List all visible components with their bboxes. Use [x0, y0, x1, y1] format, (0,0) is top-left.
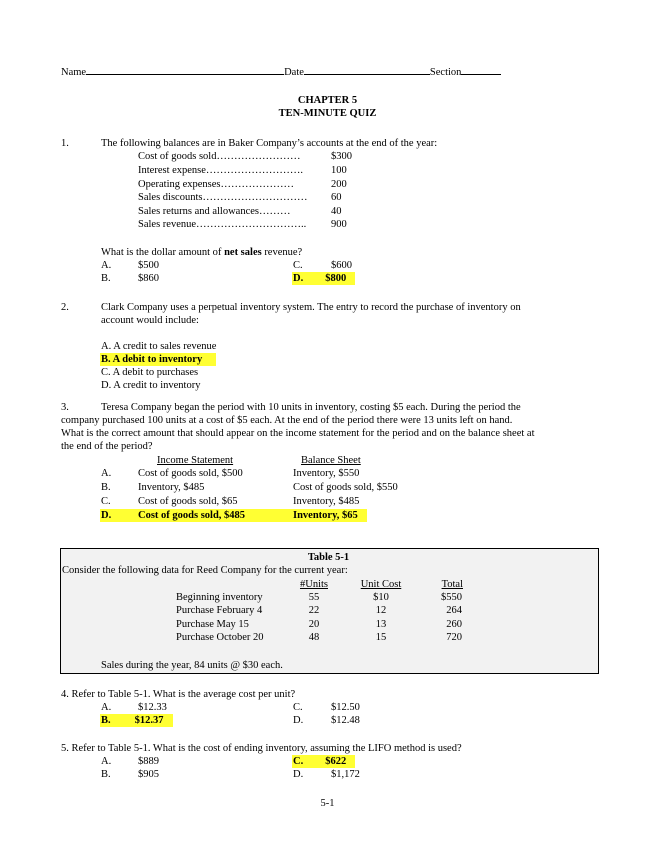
q1-option-c-text[interactable]: $600	[331, 260, 352, 271]
table-row-units: 55	[308, 592, 320, 603]
q5-option-c-correct[interactable]	[292, 755, 355, 768]
q4-option-a-letter[interactable]: A.	[101, 702, 112, 713]
q4-prompt: 4. Refer to Table 5-1. What is the average cost per unit?	[61, 689, 296, 700]
q1-number: 1.	[61, 138, 69, 149]
q1-item-label: Sales discounts…………………………	[138, 192, 308, 203]
q1-item-value: $300	[331, 151, 352, 162]
q4-option-d-text[interactable]: $12.48	[331, 715, 360, 726]
q1-option-a-letter[interactable]: A.	[101, 260, 112, 271]
header-row	[61, 64, 501, 79]
quiz-title: TEN-MINUTE QUIZ	[278, 108, 377, 119]
q1-item-label: Sales revenue…………………………..	[138, 219, 307, 230]
q3-prompt-line2: company purchased 100 units at a cost of $5 each. At the end of the period there were 13 units left on hand.	[61, 415, 513, 426]
q2-option-c[interactable]: C. A debit to purchases	[101, 367, 199, 378]
table-row-label: Purchase May 15	[176, 619, 249, 630]
section-blank	[461, 64, 501, 75]
q5-option-a-letter[interactable]: A.	[101, 756, 112, 767]
table-header-units: #Units	[299, 579, 328, 590]
q3-prompt-line1: Teresa Company began the period with 10 units in inventory, costing $5 each. During the period the	[101, 402, 521, 413]
table-row-units: 20	[308, 619, 320, 630]
q1-question	[101, 246, 302, 259]
q4-option-c-letter[interactable]: C.	[293, 702, 303, 713]
table-header-unit-cost: Unit Cost	[360, 579, 402, 590]
table-title: Table 5-1	[307, 552, 350, 563]
name-label: Name	[61, 67, 87, 78]
q5-option-d-letter[interactable]: D.	[293, 769, 304, 780]
q5-option-c-letter: C.	[293, 756, 304, 767]
table-row-label: Purchase February 4	[176, 605, 263, 616]
q2-prompt-line1: Clark Company uses a perpetual inventory system. The entry to record the purchase of inventory on	[101, 302, 521, 313]
q3-row-a-income[interactable]: Cost of goods sold, $500	[138, 468, 243, 479]
q1-item-value: 100	[331, 165, 347, 176]
table-row-total: 720	[446, 632, 462, 643]
section-label: Section	[429, 67, 462, 78]
q3-row-c-income[interactable]: Cost of goods sold, $65	[138, 496, 238, 507]
q3-prompt-line3: What is the correct amount that should appear on the income statement for the period and on the balance sheet at	[61, 428, 535, 439]
q1-option-d-letter: D.	[293, 273, 304, 284]
q3-row-c-letter[interactable]: C.	[101, 496, 111, 507]
table-row-label: Purchase October 20	[176, 632, 264, 643]
q5-option-d-text[interactable]: $1,172	[331, 769, 360, 780]
q3-col-income: Income Statement	[157, 455, 234, 466]
name-blank	[86, 64, 284, 75]
q2-number: 2.	[61, 302, 69, 313]
q3-row-d-correct[interactable]	[100, 509, 367, 522]
q4-option-c-text[interactable]: $12.50	[331, 702, 360, 713]
q2-prompt-line2: account would include:	[101, 315, 199, 326]
q3-row-d-letter: D.	[101, 510, 112, 521]
q3-row-c-balance[interactable]: Inventory, $485	[293, 496, 360, 507]
date-blank	[304, 64, 430, 75]
q3-col-balance: Balance Sheet	[301, 455, 361, 466]
table-row-units: 48	[308, 632, 320, 643]
table-row-units: 22	[308, 605, 320, 616]
q3-row-b-balance[interactable]: Cost of goods sold, $550	[293, 482, 398, 493]
chapter-title: CHAPTER 5	[297, 95, 358, 106]
q1-item-value: 40	[331, 206, 342, 217]
table-row-total: 264	[446, 605, 462, 616]
q1-item-value: 900	[331, 219, 347, 230]
q2-option-d[interactable]: D. A credit to inventory	[101, 380, 201, 391]
q5-prompt: 5. Refer to Table 5-1. What is the cost of ending inventory, assuming the LIFO method is used?	[61, 743, 462, 754]
table-sales-note: Sales during the year, 84 units @ $30 each.	[101, 660, 283, 671]
q4-option-b-correct[interactable]	[100, 714, 173, 727]
q1-option-b-text[interactable]: $860	[138, 273, 159, 284]
q4-option-a-text[interactable]: $12.33	[138, 702, 167, 713]
q5-option-a-text[interactable]: $889	[138, 756, 159, 767]
date-label: Date	[284, 67, 304, 78]
q4-option-d-letter[interactable]: D.	[293, 715, 304, 726]
q3-prompt-line4: the end of the period?	[61, 441, 153, 452]
q2-option-a[interactable]: A. A credit to sales revenue	[101, 341, 217, 352]
q1-item-value: 200	[331, 179, 347, 190]
q1-option-b-letter[interactable]: B.	[101, 273, 111, 284]
table-row-total: 260	[446, 619, 462, 630]
q1-question-pre: What is the dollar amount of	[101, 247, 225, 258]
q1-option-a-text[interactable]: $500	[138, 260, 159, 271]
q4-option-b-text: $12.37	[134, 715, 164, 726]
table-row-unit-cost: 12	[375, 605, 387, 616]
q3-number: 3.	[61, 402, 69, 413]
q1-item-label: Interest expense……………………….	[138, 165, 304, 176]
q3-row-d-balance: Inventory, $65	[293, 510, 358, 521]
q4-option-b-letter: B.	[101, 715, 111, 726]
q1-option-d-text: $800	[325, 273, 347, 284]
q3-row-a-balance[interactable]: Inventory, $550	[293, 468, 360, 479]
table-intro: Consider the following data for Reed Company for the current year:	[62, 565, 348, 576]
table-row-unit-cost: 13	[375, 619, 387, 630]
q1-item-value: 60	[331, 192, 342, 203]
table-row-unit-cost: $10	[373, 592, 389, 603]
q1-prompt: The following balances are in Baker Company’s accounts at the end of the year:	[101, 138, 438, 149]
q5-option-b-letter[interactable]: B.	[101, 769, 111, 780]
q1-option-d-correct[interactable]	[292, 272, 355, 285]
q5-option-c-text: $622	[325, 756, 347, 767]
q3-row-b-income[interactable]: Inventory, $485	[138, 482, 205, 493]
q1-item-label: Operating expenses…………………	[138, 179, 295, 190]
q1-item-label: Cost of goods sold……………………	[138, 151, 301, 162]
q3-row-b-letter[interactable]: B.	[101, 482, 111, 493]
q1-option-c-letter[interactable]: C.	[293, 260, 303, 271]
table-header-total: Total	[441, 579, 463, 590]
table-row-total: $550	[441, 592, 462, 603]
q1-question-post: revenue?	[261, 247, 303, 258]
table-row-label: Beginning inventory	[176, 592, 263, 603]
q3-row-a-letter[interactable]: A.	[101, 468, 112, 479]
q1-item-label: Sales returns and allowances………	[138, 206, 291, 217]
table-row-unit-cost: 15	[375, 632, 387, 643]
q2-option-b-correct[interactable]: B. A debit to inventory	[100, 353, 216, 366]
page-number: 5-1	[320, 798, 335, 809]
q5-option-b-text[interactable]: $905	[138, 769, 159, 780]
q1-question-bold: net sales	[224, 247, 262, 258]
q3-row-d-income: Cost of goods sold, $485	[138, 510, 246, 521]
